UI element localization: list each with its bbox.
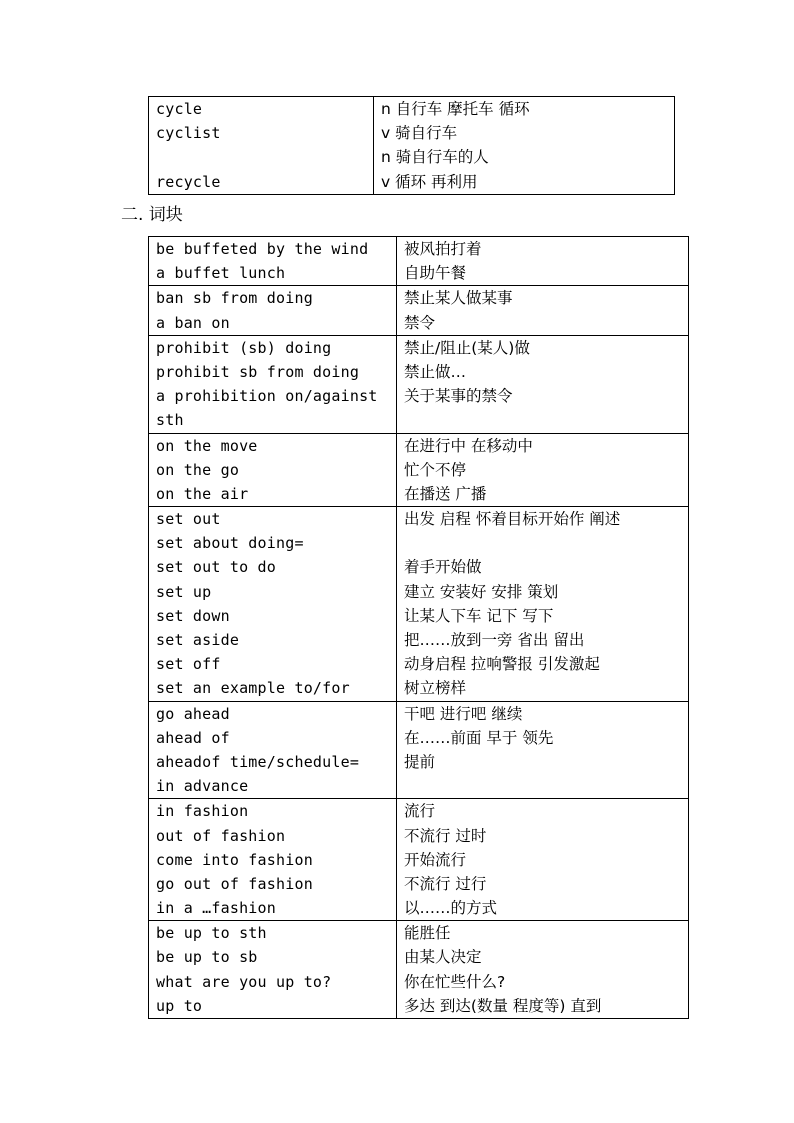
english-term: up to	[156, 996, 203, 1015]
chinese-meaning: 在播送 广播	[404, 484, 487, 503]
chinese-meaning-cell	[397, 335, 689, 433]
chinese-meaning-cell	[397, 507, 689, 702]
chinese-meaning: n 骑自行车的人	[381, 148, 489, 167]
english-term: set off	[156, 655, 221, 674]
english-term: set up	[156, 582, 212, 601]
chinese-meaning: 自助午餐	[404, 264, 467, 283]
chinese-meaning: 在进行中 在移动中	[404, 436, 533, 455]
chinese-meaning: 让某人下车 记下 写下	[404, 606, 554, 625]
english-term: on the move	[156, 436, 258, 455]
english-term: out of fashion	[156, 826, 286, 845]
chinese-meaning-cell	[397, 799, 689, 921]
english-term-cell	[149, 286, 397, 335]
chinese-meaning: 建立 安装好 安排 策划	[404, 582, 559, 601]
chinese-meaning: 禁止做…	[404, 362, 467, 381]
table-row	[149, 433, 689, 507]
english-term: set out to do	[156, 558, 276, 577]
table-row	[149, 701, 689, 799]
chinese-meaning: 不流行 过时	[404, 826, 487, 845]
english-term: be up to sth	[156, 924, 267, 943]
table-row	[149, 507, 689, 702]
chinese-meaning: v 骑自行车	[381, 124, 458, 143]
chinese-meaning-cell	[397, 433, 689, 507]
english-term: cycle	[156, 100, 203, 118]
english-term: be buffeted by the wind	[156, 240, 369, 258]
english-term: set down	[156, 606, 230, 625]
chinese-meaning: n 自行车 摩托车 循环	[381, 100, 530, 118]
chinese-meaning: 你在忙些什么?	[404, 972, 506, 991]
chinese-meaning-cell	[374, 97, 675, 195]
table-row	[149, 921, 689, 1019]
chinese-meaning-cell	[397, 921, 689, 1019]
english-term: set an example to/for	[156, 679, 350, 698]
english-term: set about doing=	[156, 534, 304, 553]
english-term: aheadof time/schedule=	[156, 752, 360, 771]
chinese-meaning: 树立榜样	[404, 679, 467, 698]
english-term: go ahead	[156, 704, 230, 723]
chinese-meaning: 动身启程 拉响警报 引发激起	[404, 655, 600, 674]
english-term: be up to sb	[156, 948, 258, 967]
english-term: set out	[156, 510, 221, 529]
chinese-meaning: 忙个不停	[404, 460, 467, 479]
english-term: a ban on	[156, 313, 230, 332]
chinese-meaning-cell	[397, 237, 689, 286]
chinese-meaning: 禁止/阻止(某人)做	[404, 338, 530, 357]
chinese-meaning	[404, 531, 688, 555]
chinese-meaning: 开始流行	[404, 850, 467, 869]
english-term: on the air	[156, 484, 249, 503]
english-term: ahead of	[156, 728, 230, 747]
chinese-meaning: 着手开始做	[404, 558, 482, 577]
chinese-meaning-cell	[397, 286, 689, 335]
english-term: in a …fashion	[156, 899, 276, 918]
english-term: come into fashion	[156, 850, 313, 869]
english-term-cell	[149, 335, 397, 433]
english-term: sth	[156, 411, 184, 430]
english-term-cell	[149, 433, 397, 507]
english-term: in advance	[156, 777, 249, 796]
english-term-cell	[149, 799, 397, 921]
section-heading: 二. 词块	[121, 205, 183, 225]
chinese-meaning: 干吧 进行吧 继续	[404, 704, 523, 723]
english-term: ban sb from doing	[156, 289, 313, 308]
english-term-cell	[149, 701, 397, 799]
chinese-meaning: 多达 到达(数量 程度等) 直到	[404, 996, 602, 1015]
table-row	[149, 237, 689, 286]
phrase-table	[148, 236, 689, 1019]
chinese-meaning: 流行	[404, 802, 436, 821]
chinese-meaning-cell	[397, 701, 689, 799]
english-term: prohibit sb from doing	[156, 362, 360, 381]
english-term-cell	[149, 237, 397, 286]
chinese-meaning: 出发 启程 怀着目标开始作 阐述	[404, 510, 621, 529]
chinese-meaning: 在……前面 早于 领先	[404, 728, 554, 747]
english-term: cyclist	[156, 124, 221, 143]
english-term-cell	[149, 921, 397, 1019]
chinese-meaning: 以……的方式	[404, 899, 498, 918]
english-term: in fashion	[156, 802, 249, 821]
chinese-meaning: 把……放到一旁 省出 留出	[404, 631, 585, 649]
table-row	[149, 97, 675, 195]
english-term: a prohibition on/against	[156, 387, 378, 406]
table-row	[149, 286, 689, 335]
english-term: set aside	[156, 631, 240, 649]
english-term: a buffet lunch	[156, 264, 286, 283]
english-term-cell	[149, 97, 374, 195]
english-term: on the go	[156, 460, 240, 479]
english-term: prohibit (sb) doing	[156, 338, 332, 357]
chinese-meaning: 关于某事的禁令	[404, 387, 513, 406]
table-row	[149, 799, 689, 921]
chinese-meaning: 提前	[404, 752, 436, 771]
chinese-meaning: 被风拍打着	[404, 240, 482, 258]
chinese-meaning: 不流行 过行	[404, 874, 487, 893]
chinese-meaning: v 循环 再利用	[381, 172, 478, 191]
english-term-cell	[149, 507, 397, 702]
english-term: what are you up to?	[156, 972, 332, 991]
english-term	[156, 145, 373, 169]
chinese-meaning: 由某人决定	[404, 948, 482, 967]
vocab-table	[148, 96, 675, 195]
english-term: recycle	[156, 172, 221, 191]
chinese-meaning: 禁止某人做某事	[404, 289, 513, 308]
table-row	[149, 335, 689, 433]
chinese-meaning	[404, 774, 688, 798]
chinese-meaning: 禁令	[404, 313, 436, 332]
english-term: go out of fashion	[156, 874, 313, 893]
chinese-meaning: 能胜任	[404, 924, 451, 943]
chinese-meaning	[404, 408, 688, 432]
